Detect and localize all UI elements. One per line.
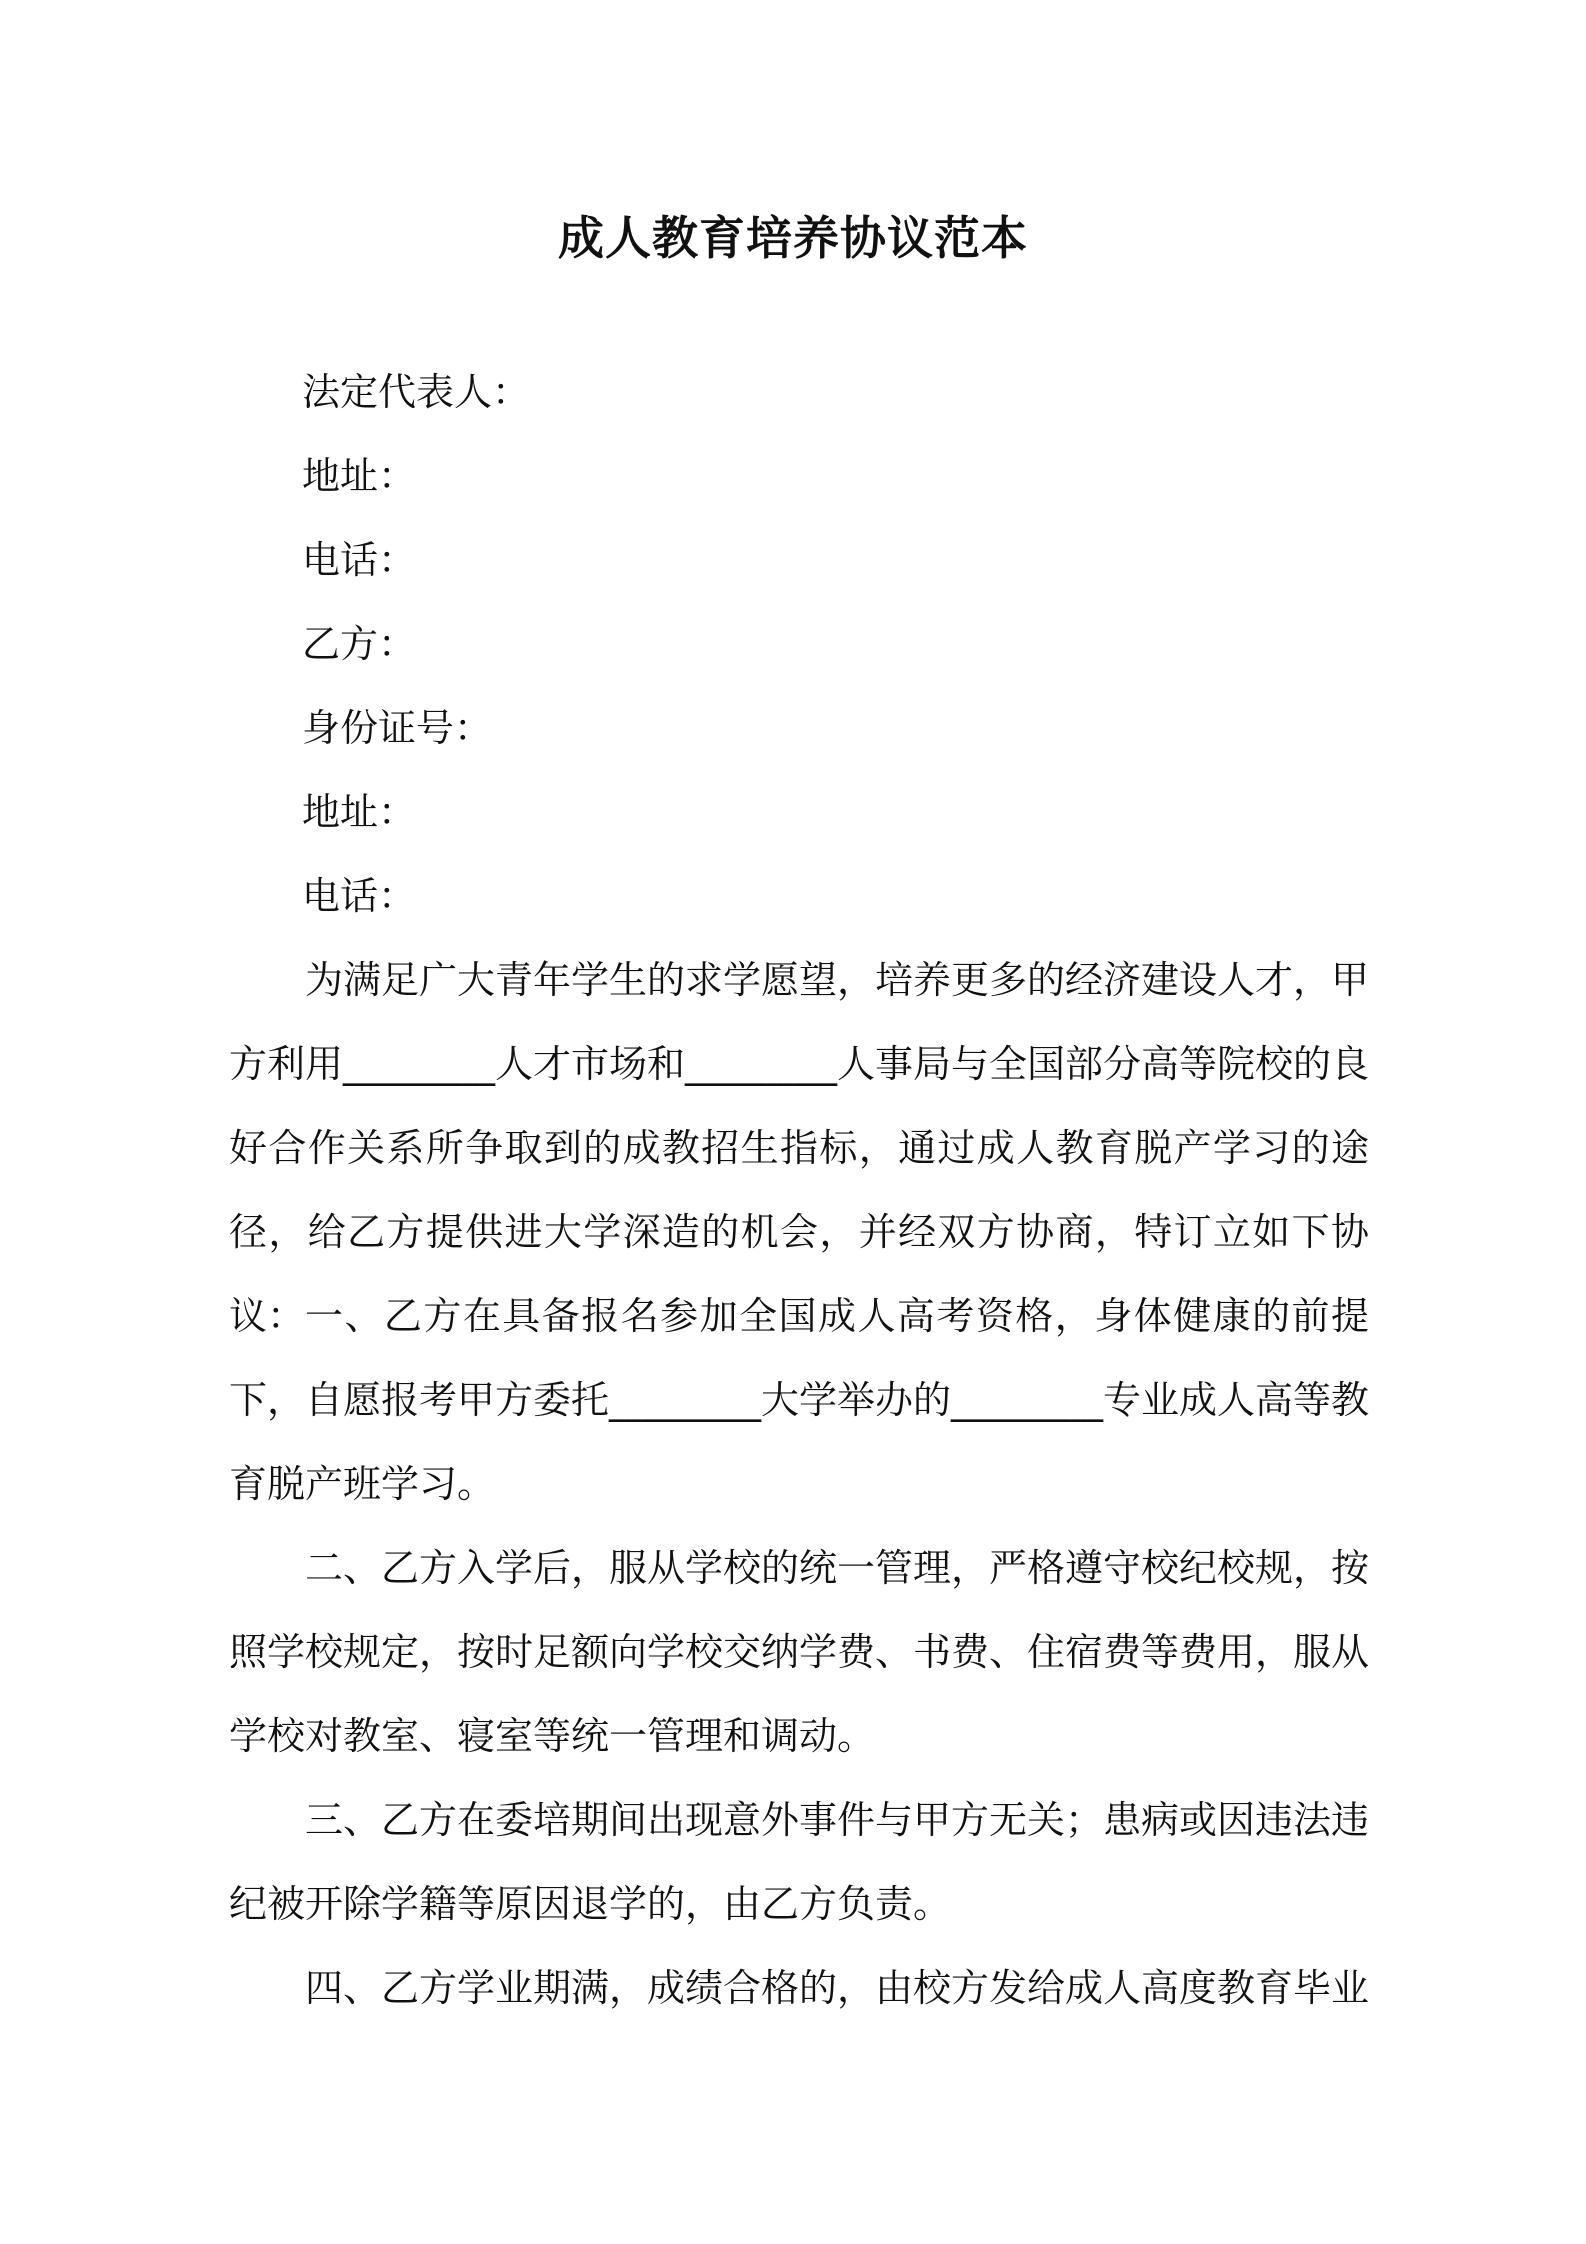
legal-representative-field: 法定代表人： (302, 370, 531, 414)
id-number-field: 身份证号： (302, 706, 493, 750)
party-b-phone-field: 电话： (302, 874, 417, 918)
clause-3-paragraph: 三、乙方在委培期间出现意外事件与甲方无关；患病或因违法违纪被开除学籍等原因退学的，由乙方负责。 (229, 1798, 1370, 1926)
document-title: 成人教育培养协议范本 (558, 211, 1028, 265)
clause-1-paragraph: 一、乙方在具备报名参加全国成人高考资格，身体健康的前提下，自愿报考甲方委托________大学举办的________专业成人高等教育脱产班学习。 (229, 1294, 1370, 1506)
party-b-address-field: 地址： (302, 790, 417, 834)
party-a-phone-field: 电话： (302, 538, 417, 582)
party-a-address-field: 地址： (302, 454, 417, 498)
clause-2-paragraph: 二、乙方入学后，服从学校的统一管理，严格遵守校纪校规，按照学校规定，按时足额向学校交纳学费、书费、住宿费等费用，服从学校对教室、寝室等统一管理和调动。 (229, 1546, 1370, 1758)
clause-4-paragraph: 四、乙方学业期满，成绩合格的，由校方发给成人高度教育毕业 (305, 1966, 1370, 2010)
intro-paragraph: 为满足广大青年学生的求学愿望，培养更多的经济建设人才，甲方利用________人才市场和________人事局与全国部分高等院校的良好合作关系所争取到的成教招生指标，通过成人教育脱产学习的途径，给乙方提供进大学深造的机会，并经双方协商，特订立如下协议： (229, 958, 1370, 1338)
party-b-field: 乙方： (302, 622, 417, 666)
